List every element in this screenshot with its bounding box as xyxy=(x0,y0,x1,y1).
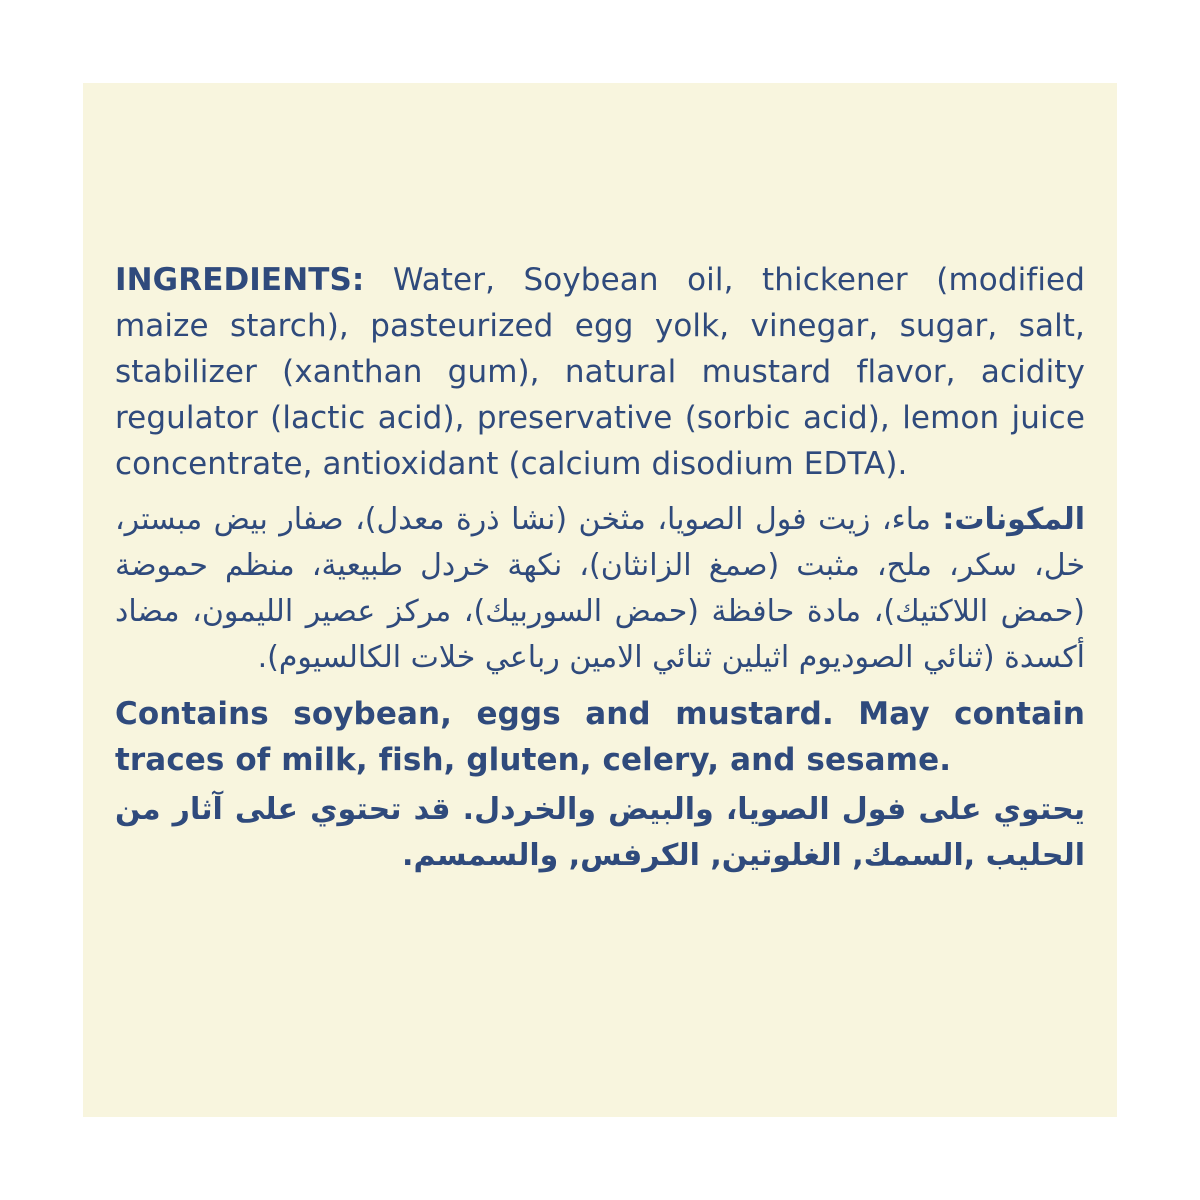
label-panel xyxy=(83,83,1117,1117)
ingredients-english xyxy=(115,257,1085,487)
ingredients-heading: INGREDIENTS: xyxy=(115,262,365,298)
ingredients-heading-arabic: المكونات: xyxy=(942,502,1085,537)
allergens-arabic: يحتوي على فول الصويا، والبيض والخردل. قد تحتوي على آثار من الحليب ,السمك, الغلوتين, الكرفس, والسمسم. xyxy=(115,792,1085,873)
ingredients-text: Water, Soybean oil, thickener (modified maize starch), pasteurized egg yolk, vinegar, sugar, salt, stabilizer (xanthan gum), natural mustard flavor, acidity regulator (lactic acid), preservative (sorbic acid), lemon juice concentrate, antioxidant (calcium disodium EDTA). xyxy=(115,262,1085,482)
ingredients-content xyxy=(115,257,1085,879)
allergens-english: Contains soybean, eggs and mustard. May contain traces of milk, fish, gluten, celery, and sesame. xyxy=(115,696,1085,778)
ingredients-text-arabic: ماء، زيت فول الصويا، مثخن (نشا ذرة معدل)، صفار بيض مبستر، خل، سكر، ملح، مثبت (صمغ الزانثان)، نكهة خردل طبيعية، منظم حموضة (حمض اللاكتيك)، مادة حافظة (حمض السوربيك)، مركز عصير الليمون، مضاد أكسدة (ثنائي الصوديوم اثيلين ثنائي الامين رباعي خلات الكالسيوم). xyxy=(115,502,1085,675)
ingredients-arabic xyxy=(115,497,1085,681)
